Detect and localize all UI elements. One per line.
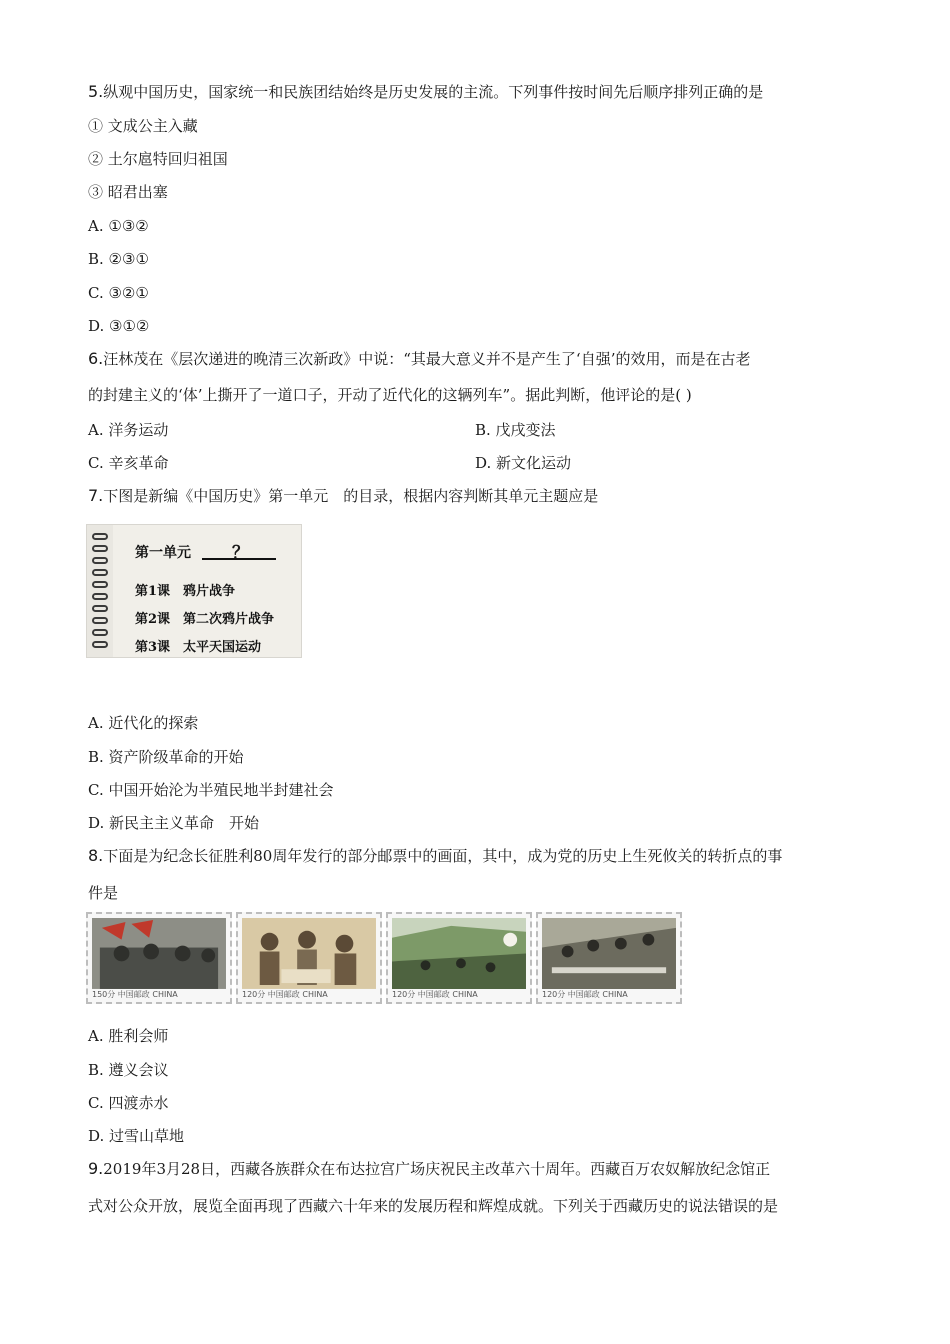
q5-option-a[interactable]: A. ①③② xyxy=(88,217,149,235)
q6-number: 6. xyxy=(88,349,104,368)
stamp-1 xyxy=(86,912,232,1004)
q6-option-c[interactable]: C. 辛亥革命 xyxy=(88,454,169,472)
q9-text1: 2019年3月28日，西藏各族群众在布达拉宫广场庆祝民主改革六十周年。西藏百万农奴解放纪念馆正 xyxy=(103,1160,771,1178)
q8-option-d[interactable]: D. 过雪山草地 xyxy=(88,1127,185,1145)
q8-option-c[interactable]: C. 四渡赤水 xyxy=(88,1094,169,1112)
textbook-contents-image xyxy=(86,524,302,658)
stamp-4-caption: 120分 中国邮政 CHINA xyxy=(542,990,628,999)
stamp-3 xyxy=(386,912,532,1004)
q5-text: 纵观中国历史，国家统一和民族团结始终是历史发展的主流。下列事件按时间先后顺序排列正确的是 xyxy=(103,83,764,101)
book-question-mark: ？ xyxy=(232,543,249,563)
q8-option-a[interactable]: A. 胜利会师 xyxy=(88,1027,169,1045)
q5-item-2: ② 土尔扈特回归祖国 xyxy=(88,150,228,168)
stamp-2-caption: 120分 中国邮政 CHINA xyxy=(242,990,328,999)
q7-option-c[interactable]: C. 中国开始沦为半殖民地半封建社会 xyxy=(88,781,334,799)
q5-option-c[interactable]: C. ③②① xyxy=(88,284,149,302)
q5-item-1: ① 文成公主入藏 xyxy=(88,117,198,135)
stamp-4 xyxy=(536,912,682,1004)
stamp-3-caption: 120分 中国邮政 CHINA xyxy=(392,990,478,999)
q9-stem-line2: 式对公众开放，展览全面再现了西藏六十年来的发展历程和辉煌成就。下列关于西藏历史的说法错误的是 xyxy=(88,1197,779,1215)
q9-number: 9. xyxy=(88,1159,104,1178)
q6-text1: 汪林茂在《层次递进的晚清三次新政》中说：“其最大意义并不是产生了‘自强’的效用，而是在古老 xyxy=(103,350,751,368)
stamp-1-caption: 150分 中国邮政 CHINA xyxy=(92,990,178,999)
q5-stem xyxy=(88,82,763,102)
q7-text: 下图是新编《中国历史》第一单元 的目录，根据内容判断其单元主题应是 xyxy=(103,487,599,505)
q7-option-d[interactable]: D. 新民主主义革命 开始 xyxy=(88,814,260,832)
book-lesson-3: 第3课 太平天国运动 xyxy=(135,640,262,655)
stamp-2-art xyxy=(242,918,376,989)
stamp-2 xyxy=(236,912,382,1004)
stamp-strip xyxy=(86,912,682,1004)
stamp-1-art xyxy=(92,918,226,989)
q8-option-b[interactable]: B. 遵义会议 xyxy=(88,1061,169,1079)
q6-option-b[interactable]: B. 戊戌变法 xyxy=(475,421,556,439)
q8-stem-line2: 件是 xyxy=(88,884,119,902)
q6-option-a[interactable]: A. 洋务运动 xyxy=(88,421,169,439)
q5-option-d[interactable]: D. ③①② xyxy=(88,317,150,335)
book-lesson-2: 第2课 第二次鸦片战争 xyxy=(135,612,275,627)
q7-option-a[interactable]: A. 近代化的探索 xyxy=(88,714,199,732)
q6-stem-line2: 的封建主义的‘体’上撕开了一道口子，开动了近代化的这辆列车”。据此判断，他评论的是( ) xyxy=(88,386,692,404)
q6-stem-line1 xyxy=(88,349,750,369)
stamp-3-art xyxy=(392,918,526,989)
stamp-4-art xyxy=(542,918,676,989)
q7-option-b[interactable]: B. 资产阶级革命的开始 xyxy=(88,748,244,766)
q7-number: 7. xyxy=(88,486,104,505)
q5-option-b[interactable]: B. ②③① xyxy=(88,250,149,268)
q5-number: 5. xyxy=(88,82,104,101)
spiral-binding xyxy=(87,525,113,657)
book-unit-title: 第一单元 xyxy=(135,545,191,561)
q7-stem xyxy=(88,486,598,506)
q6-option-d[interactable]: D. 新文化运动 xyxy=(475,454,572,472)
q9-stem-line1 xyxy=(88,1159,770,1179)
q5-item-3: ③ 昭君出塞 xyxy=(88,183,168,201)
q8-number: 8. xyxy=(88,846,104,865)
q8-text1: 下面是为纪念长征胜利80周年发行的部分邮票中的画面，其中，成为党的历史上生死攸关的转折点的事 xyxy=(103,847,783,865)
q8-stem-line1 xyxy=(88,846,782,866)
book-lesson-1: 第1课 鸦片战争 xyxy=(135,584,236,599)
